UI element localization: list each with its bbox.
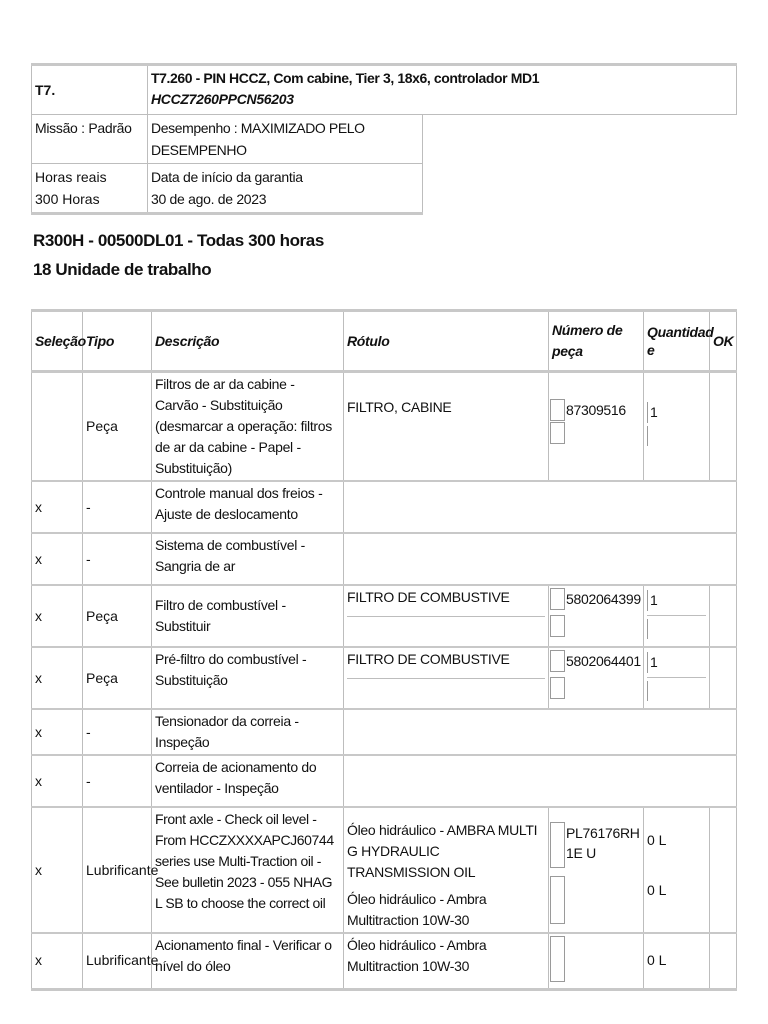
selection-cell[interactable]: x — [32, 533, 83, 585]
quantity-value: 1 — [647, 652, 658, 673]
quantity-cell: 0 L — [644, 933, 710, 989]
description-cell: Acionamento final - Verificar o nível do óleo — [152, 933, 344, 989]
part-number: 87309516 — [566, 402, 626, 418]
col-header-ok: OK — [710, 311, 737, 372]
type-cell: Lubrificante — [83, 807, 152, 933]
model-code: T7. — [32, 65, 148, 115]
ok-cell[interactable] — [710, 933, 737, 989]
pin-number: HCCZ7260PPCN56203 — [151, 91, 294, 107]
col-header-part-number: Número de peça — [549, 311, 644, 372]
table-row — [32, 647, 737, 709]
quantity-cell — [644, 585, 710, 647]
type-cell: Peça — [83, 585, 152, 647]
empty-cell — [344, 533, 737, 585]
description-cell: Sistema de combustível - Sangria de ar — [152, 533, 344, 585]
quantity-cell — [644, 647, 710, 709]
empty-cell — [344, 755, 737, 807]
warranty-label: Data de início da garantia — [151, 169, 303, 185]
quantity-value: 0 L — [647, 832, 667, 848]
selection-cell[interactable]: x — [32, 647, 83, 709]
type-cell: Peça — [83, 372, 152, 482]
table-row — [32, 481, 737, 533]
quantity-value-secondary — [647, 426, 650, 446]
part-checkbox[interactable] — [550, 876, 565, 924]
part-checkbox[interactable] — [550, 422, 565, 444]
label-text: FILTRO, CABINE — [347, 399, 452, 415]
task-table — [31, 309, 737, 991]
part-cell — [549, 933, 644, 989]
description-cell: Filtro de combustível - Substituir — [152, 585, 344, 647]
section-title: R300H - 00500DL01 - Todas 300 horas — [33, 231, 324, 250]
quantity-cell — [644, 372, 710, 482]
section-subtitle: 18 Unidade de trabalho — [33, 260, 212, 279]
description-cell: Filtros de ar da cabine - Carvão - Substituição (desmarcar a operação: filtros de ar da cabine - Papel - Substituição) — [152, 372, 344, 482]
ok-cell[interactable] — [710, 585, 737, 647]
selection-cell[interactable] — [32, 372, 83, 482]
selection-cell[interactable]: x — [32, 481, 83, 533]
table-row — [32, 533, 737, 585]
table-row — [32, 372, 737, 482]
label-cell — [344, 807, 549, 933]
quantity-value-secondary — [647, 619, 650, 639]
part-checkbox[interactable] — [550, 650, 565, 672]
label-cell — [344, 585, 549, 647]
label-text-secondary: Óleo hidráulico - Ambra Multitraction 10W-30 — [347, 891, 487, 928]
label-cell — [344, 933, 549, 989]
quantity-cell — [644, 807, 710, 933]
empty-cell — [423, 164, 737, 214]
description-cell: Front axle - Check oil level - From HCCZXXXXAPCJ60744 series use Multi-Traction oil - See bulletin 2023 - 055 NHAG L SB to choose the correct oil — [152, 807, 344, 933]
mission-cell: Missão : Padrão — [32, 115, 148, 164]
col-header-description: Descrição — [152, 311, 344, 372]
quantity-value-secondary — [647, 681, 650, 701]
performance-cell: Desempenho : MAXIMIZADO PELO DESEMPENHO — [148, 115, 423, 164]
part-checkbox[interactable] — [550, 588, 565, 610]
empty-cell — [344, 481, 737, 533]
part-checkbox[interactable] — [550, 936, 565, 982]
label-text: FILTRO DE COMBUSTIVE — [347, 651, 510, 667]
table-row — [32, 933, 737, 989]
table-row — [32, 585, 737, 647]
label-text: FILTRO DE COMBUSTIVE — [347, 589, 510, 605]
part-entry — [549, 820, 643, 868]
part-checkbox[interactable] — [550, 822, 565, 868]
label-text: Óleo hidráulico - Ambra Multitraction 10W-30 — [347, 937, 487, 974]
table-row — [32, 709, 737, 755]
selection-cell[interactable]: x — [32, 755, 83, 807]
type-cell: Peça — [83, 647, 152, 709]
label-divider — [347, 616, 545, 617]
selection-cell[interactable]: x — [32, 709, 83, 755]
description-cell: Tensionador da correia - Inspeção — [152, 709, 344, 755]
label-cell — [344, 372, 549, 482]
warranty-value: 30 de ago. de 2023 — [151, 191, 267, 207]
type-cell: - — [83, 533, 152, 585]
quantity-divider — [647, 615, 706, 616]
quantity-value: 1 — [647, 402, 658, 423]
part-cell — [549, 585, 644, 647]
col-header-quantity: Quantidad e — [644, 311, 710, 372]
selection-cell[interactable]: x — [32, 585, 83, 647]
quantity-divider — [647, 677, 706, 678]
description-cell: Controle manual dos freios - Ajuste de deslocamento — [152, 481, 344, 533]
col-header-selection: Seleção — [32, 311, 83, 372]
selection-cell[interactable]: x — [32, 807, 83, 933]
table-row — [32, 807, 737, 933]
ok-cell[interactable] — [710, 372, 737, 482]
part-cell — [549, 807, 644, 933]
table-header-row — [32, 311, 737, 372]
description-cell: Correia de acionamento do ventilador - Inspeção — [152, 755, 344, 807]
quantity-value-secondary: 0 L — [647, 882, 667, 898]
description-cell: Pré-filtro do combustível - Substituição — [152, 647, 344, 709]
col-header-label: Rótulo — [344, 311, 549, 372]
col-header-type: Tipo — [83, 311, 152, 372]
part-checkbox[interactable] — [550, 615, 565, 637]
label-cell — [344, 647, 549, 709]
vehicle-info-table — [31, 63, 737, 215]
type-cell: Lubrificante — [83, 933, 152, 989]
warranty-cell — [148, 164, 423, 214]
part-number: 5802064399 — [566, 591, 641, 607]
hours-value: 300 Horas — [35, 191, 100, 207]
part-cell — [549, 647, 644, 709]
empty-cell — [344, 709, 737, 755]
empty-cell — [423, 115, 737, 164]
hours-cell — [32, 164, 148, 214]
label-text: Óleo hidráulico - AMBRA MULTI G HYDRAULIC TRANSMISSION OIL — [347, 822, 538, 880]
selection-cell[interactable]: x — [32, 933, 83, 989]
part-number: PL76176RH1E U — [566, 825, 640, 861]
part-checkbox[interactable] — [550, 677, 565, 699]
part-number: 5802064401 — [566, 653, 641, 669]
part-cell — [549, 372, 644, 482]
model-description: T7.260 - PIN HCCZ, Com cabine, Tier 3, 18x6, controlador MD1 — [151, 70, 540, 86]
ok-cell[interactable] — [710, 647, 737, 709]
ok-cell[interactable] — [710, 807, 737, 933]
table-row — [32, 755, 737, 807]
type-cell: - — [83, 481, 152, 533]
part-checkbox[interactable] — [550, 399, 565, 421]
hours-label: Horas reais — [35, 169, 107, 185]
label-divider — [347, 678, 545, 679]
type-cell: - — [83, 709, 152, 755]
type-cell: - — [83, 755, 152, 807]
quantity-value: 1 — [647, 590, 658, 611]
